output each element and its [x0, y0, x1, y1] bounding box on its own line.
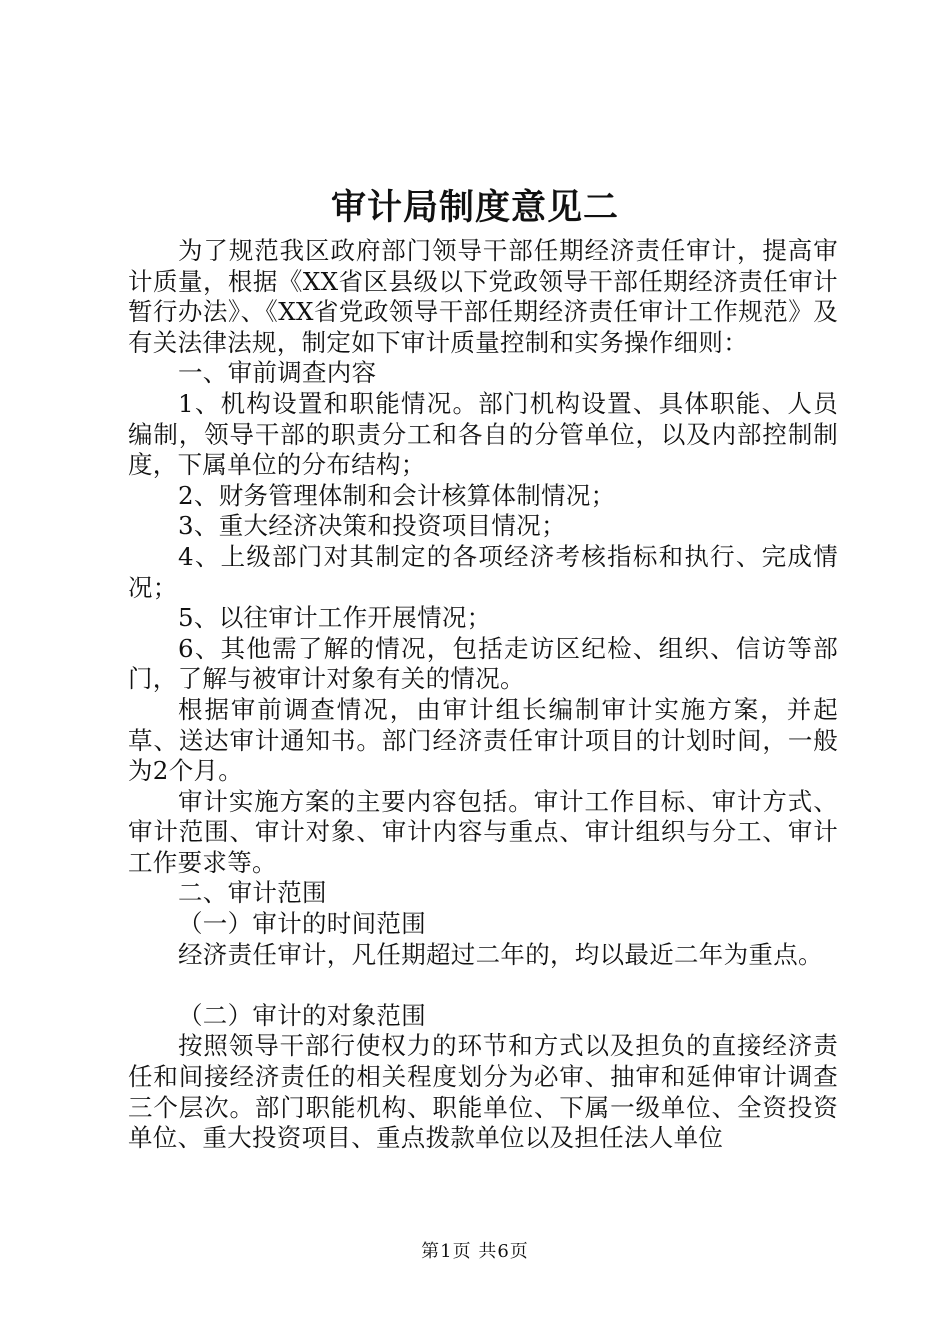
paragraph-intro: 为了规范我区政府部门领导干部任期经济责任审计，提高审计质量，根据《XX省区县级以下党政领导干部任期经济责任审计暂行办法》、《XX省党政领导干部任期经济责任审计工作规范》及有关法律法规，制定如下审计质量控制和实务操作细则： [128, 236, 838, 357]
section-heading-1: 一、审前调查内容 [178, 358, 377, 388]
list-item-3: 3、重大经济决策和投资项目情况； [178, 511, 566, 541]
list-item-2: 2、财务管理体制和会计核算体制情况； [178, 480, 616, 510]
section-heading-2: 二、审计范围 [178, 878, 327, 908]
list-item-6: 6、其他需了解的情况，包括走访区纪检、组织、信访等部门，了解与被审计对象有关的情况。 [128, 633, 838, 694]
list-item-1: 1、机构设置和职能情况。部门机构设置、具体职能、人员编制，领导干部的职责分工和各自的分管单位，以及内部控制制度，下属单位的分布结构； [128, 388, 838, 480]
paragraph-plan-content: 审计实施方案的主要内容包括。审计工作目标、审计方式、审计范围、审计对象、审计内容与重点、审计组织与分工、审计工作要求等。 [128, 786, 838, 877]
paragraph-spacer [128, 970, 838, 1001]
document-title: 审计局制度意见二 [330, 187, 619, 228]
paragraph-plan: 根据审前调查情况，由审计组长编制审计实施方案，并起草、送达审计通知书。部门经济责任审计项目的计划时间，一般为2个月。 [128, 694, 838, 786]
page-number-footer: 第1页 共6页 [421, 1241, 529, 1262]
paragraph-time-scope: 经济责任审计，凡任期超过二年的，均以最近二年为重点。 [178, 939, 823, 969]
list-item-4: 4、上级部门对其制定的各项经济考核指标和执行、完成情况； [128, 541, 838, 602]
paragraph-object-scope: 按照领导干部行使权力的环节和方式以及担负的直接经济责任和间接经济责任的相关程度划分为必审、抽审和延伸审计调查三个层次。部门职能机构、职能单位、下属一级单位、全资投资单位、重大投资项目、重点拨款单位以及担任法人单位 [128, 1031, 838, 1153]
list-item-5: 5、以往审计工作开展情况； [178, 603, 492, 633]
document-body [128, 236, 838, 1154]
subsection-heading-time: （一）审计的时间范围 [178, 909, 426, 939]
subsection-heading-object: （二）审计的对象范围 [178, 1000, 426, 1030]
